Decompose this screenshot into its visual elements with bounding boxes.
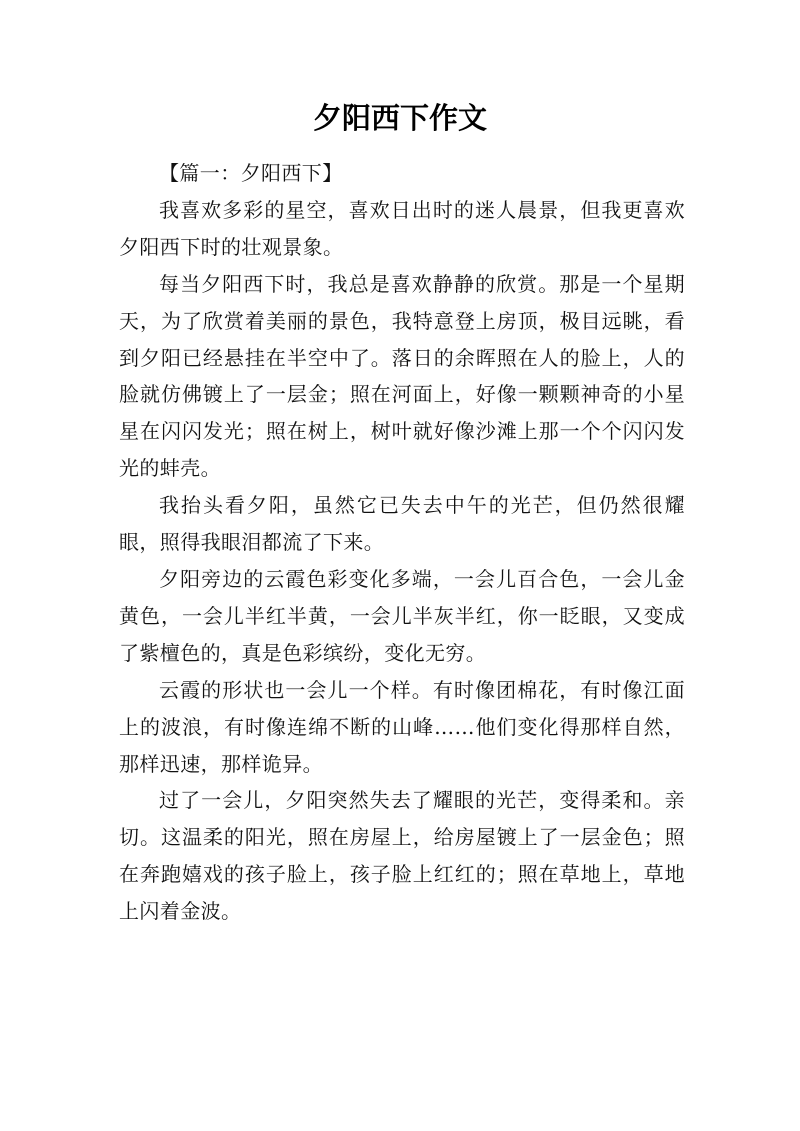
paragraph-1: 我喜欢多彩的星空，喜欢日出时的迷人晨景，但我更喜欢夕阳西下时的壮观景象。 bbox=[119, 197, 685, 259]
document-body bbox=[119, 155, 685, 930]
paragraph-3: 我抬头看夕阳，虽然它已失去中午的光芒，但仍然很耀眼，照得我眼泪都流了下来。 bbox=[119, 493, 685, 555]
paragraph-4: 夕阳旁边的云霞色彩变化多端，一会儿百合色，一会儿金黄色，一会儿半红半黄，一会儿半灰半红，你一眨眼，又变成了紫檀色的，真是色彩缤纷，变化无穷。 bbox=[119, 566, 685, 665]
document-title: 夕阳西下作文 bbox=[312, 101, 487, 135]
paragraph-5: 云霞的形状也一会儿一个样。有时像团棉花，有时像江面上的波浪，有时像连绵不断的山峰……他们变化得那样自然，那样迅速，那样诡异。 bbox=[119, 677, 685, 776]
section-heading: 【篇一：夕阳西下】 bbox=[159, 161, 343, 185]
paragraph-2: 每当夕阳西下时，我总是喜欢静静的欣赏。那是一个星期天，为了欣赏着美丽的景色，我特意登上房顶，极目远眺，看到夕阳已经悬挂在半空中了。落日的余晖照在人的脸上，人的脸就仿佛镀上了一层金；照在河面上，好像一颗颗神奇的小星星在闪闪发光；照在树上，树叶就好像沙滩上那一个个闪闪发光的蚌壳。 bbox=[119, 271, 685, 481]
paragraph-6: 过了一会儿，夕阳突然失去了耀眼的光芒，变得柔和。亲切。这温柔的阳光，照在房屋上，给房屋镀上了一层金色；照在奔跑嬉戏的孩子脸上，孩子脸上红红的；照在草地上，草地上闪着金波。 bbox=[119, 788, 685, 924]
